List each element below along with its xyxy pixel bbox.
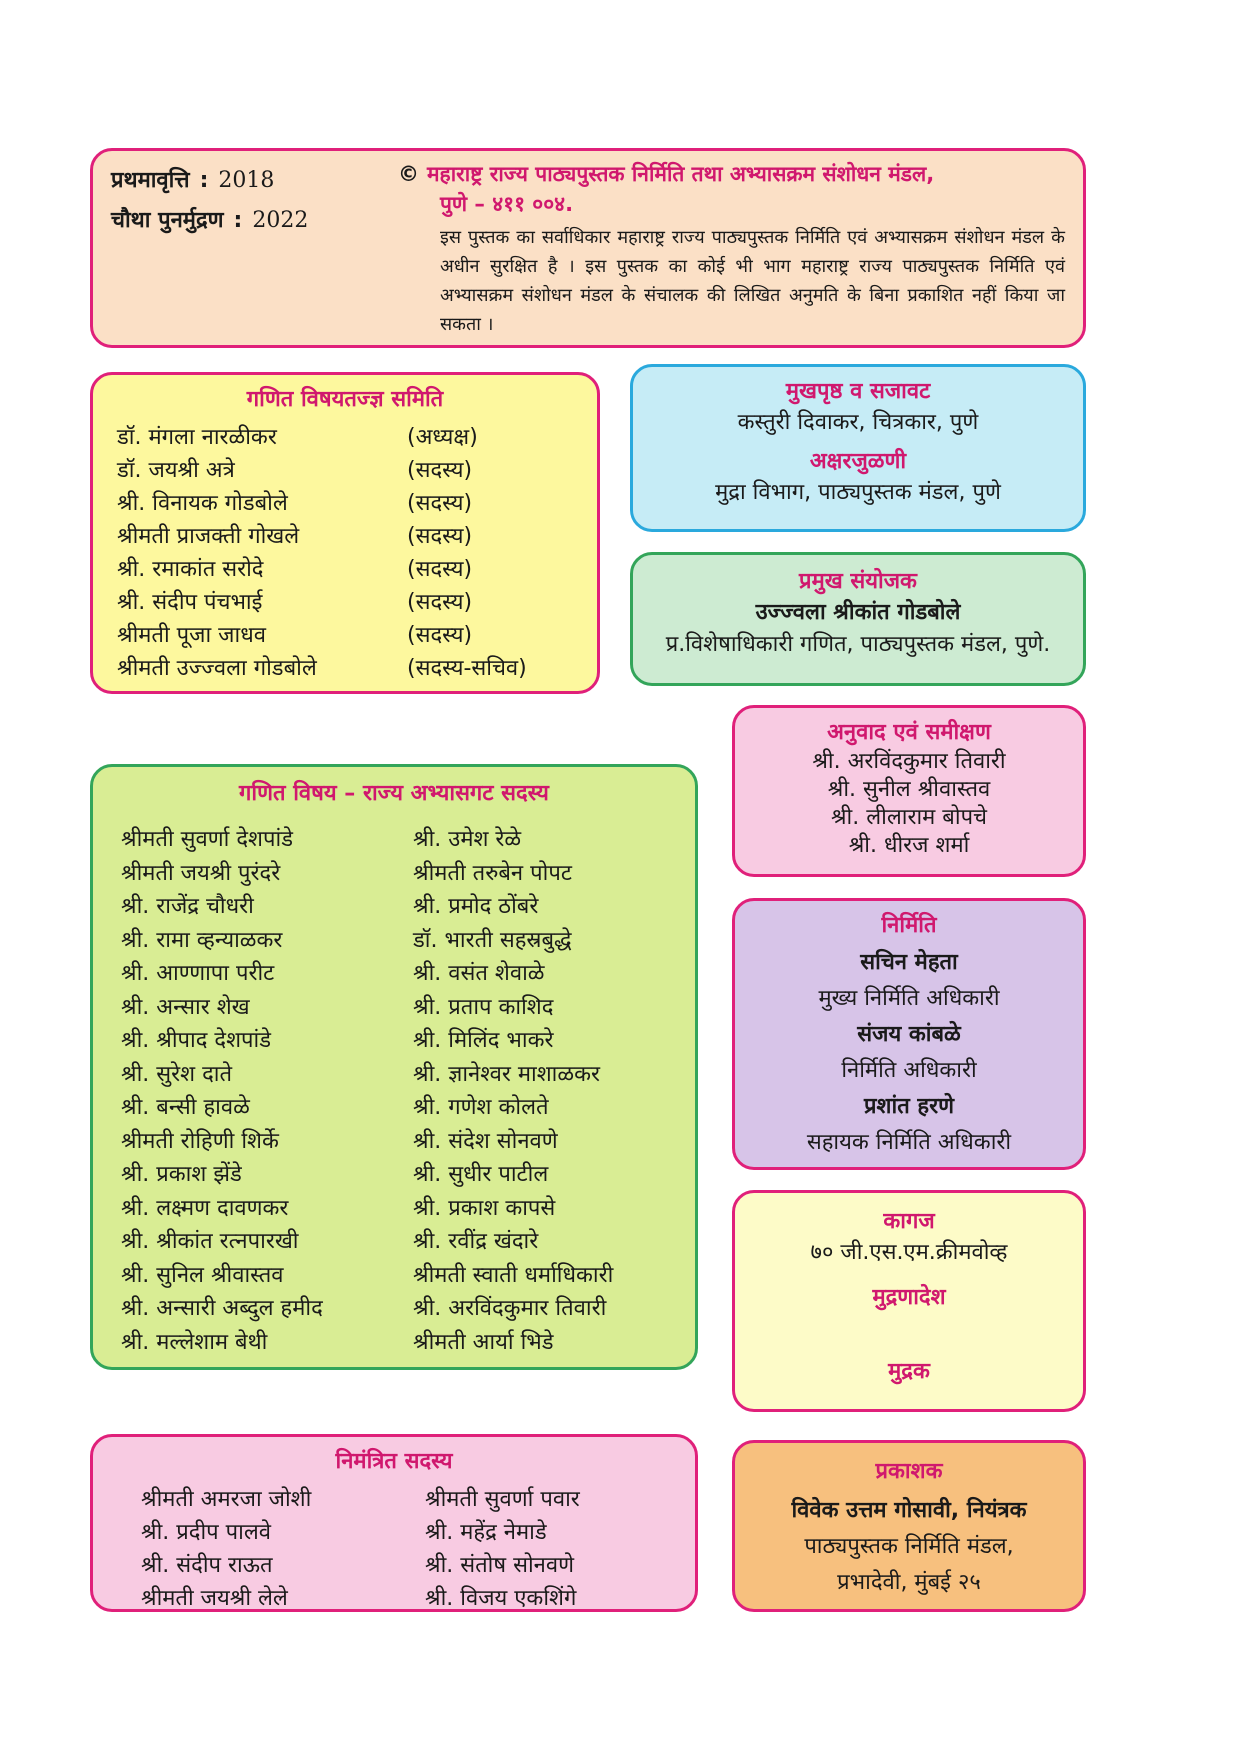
list-item: [121, 1125, 695, 1159]
member-name: श्री. प्रदीप पालवे: [141, 1520, 271, 1545]
list-item: [121, 1259, 695, 1293]
member-name: श्री. वसंत शेवाळे: [413, 961, 545, 986]
member-name: श्री. महेंद्र नेमाडे: [425, 1520, 547, 1545]
print-order-title: मुद्रणादेश: [872, 1285, 946, 1310]
list-item: श्रीमती पूजा जाधव (सदस्य): [117, 623, 473, 648]
paper-box: [732, 1190, 1086, 1412]
list-item: [121, 1326, 695, 1360]
member-name: श्री. मल्लेशाम बेथी: [121, 1329, 268, 1355]
list-item: [121, 924, 695, 958]
member-name: श्री. सुधीर पाटील: [413, 1162, 549, 1187]
copyright-holder: [398, 159, 1065, 219]
member-name: श्री. सुनिल श्रीवास्तव: [121, 1262, 284, 1288]
first-edition: प्रथमावृत्ति : 2018: [111, 161, 391, 201]
edition-info: [111, 161, 391, 241]
list-item: [121, 1058, 695, 1092]
member-name: श्री. सुरेश दाते: [121, 1061, 233, 1087]
coordinator-box: [630, 552, 1086, 686]
member-name: श्री. प्रकाश कापसे: [413, 1195, 556, 1221]
member-name: श्री. लक्ष्मण दावणकर: [121, 1195, 289, 1221]
member-name: श्रीमती रोहिणी शिर्के: [121, 1128, 279, 1154]
list-item: [121, 1091, 695, 1125]
officer-name: सचिन मेहता: [860, 950, 958, 975]
member-name: श्रीमती जयश्री लेले: [141, 1586, 288, 1611]
officer-name: प्रशांत हरणे: [864, 1094, 954, 1119]
publisher-org: पाठ्यपुस्तक निर्मिति मंडल,: [804, 1534, 1014, 1559]
officer-designation: मुख्य निर्मिति अधिकारी: [818, 986, 1000, 1011]
copyright-holder-address: पुणे – ४११ ००४.: [440, 192, 574, 216]
copyright-icon: ©: [398, 162, 419, 186]
coordinator-name: उज्ज्वला श्रीकांत गोडबोले: [755, 600, 961, 625]
member-name: श्री. संदेश सोनवणे: [413, 1128, 558, 1154]
member-name: श्री. रवींद्र खंदारे: [413, 1229, 539, 1254]
list-item: [121, 857, 695, 891]
member-name: श्री. बन्सी हावळे: [121, 1095, 250, 1120]
production-title: निर्मिति: [881, 913, 937, 938]
member-name: श्री. रामा व्हन्याळकर: [121, 927, 283, 953]
publisher-box: [732, 1440, 1086, 1612]
list-item: [121, 1024, 695, 1058]
member-name: श्री. संदीप राऊत: [141, 1553, 273, 1578]
member-name: श्री. श्रीपाद देशपांडे: [121, 1028, 272, 1053]
typeset-title: अक्षरजुळणी: [809, 449, 907, 474]
reprint-edition: चौथा पुनर्मुद्रण : 2022: [111, 201, 391, 241]
invited-title: निमंत्रित सदस्य: [335, 1449, 453, 1474]
study-group-title: गणित विषय – राज्य अभ्यासगट सदस्य: [239, 781, 549, 806]
list-item: [141, 1582, 695, 1615]
list-item: [141, 1483, 695, 1516]
committee-list: [93, 415, 597, 685]
translation-review-box: [732, 705, 1086, 877]
officer-designation: निर्मिति अधिकारी: [841, 1058, 977, 1083]
list-item: श्री. लीलाराम बोपचे: [830, 805, 988, 830]
list-item: श्री. धीरज शर्मा: [848, 833, 970, 858]
publisher-address: प्रभादेवी, मुंबई २५: [837, 1570, 981, 1595]
member-name: श्री. अरविंदकुमार तिवारी: [413, 1296, 607, 1321]
production-box: [732, 898, 1086, 1170]
list-item: श्री. रमाकांत सरोदे (सदस्य): [117, 557, 473, 582]
production-list: [735, 945, 1083, 1161]
list-item: [141, 1516, 695, 1549]
member-name: श्री. विजय एकशिंगे: [425, 1586, 577, 1611]
first-edition-label: प्रथमावृत्ति: [111, 168, 190, 193]
paper-title: कागज: [883, 1209, 935, 1234]
printer-title: मुद्रक: [888, 1359, 930, 1384]
officer-designation: सहायक निर्मिति अधिकारी: [806, 1130, 1012, 1155]
study-group-list: [93, 809, 695, 1359]
member-name: श्रीमती सुवर्णा पवार: [425, 1487, 580, 1512]
member-name: श्रीमती आर्या भिडे: [413, 1329, 554, 1355]
reprint-label: चौथा पुनर्मुद्रण: [111, 208, 224, 233]
member-name: श्री. उमेश रेळे: [413, 827, 522, 852]
member-name: श्री. प्रकाश झेंडे: [121, 1162, 242, 1187]
publisher-name: विवेक उत्तम गोसावी, नियंत्रक: [791, 1498, 1027, 1523]
list-item: डॉ. मंगला नारळीकर (अध्यक्ष): [117, 425, 478, 450]
rights-notice: इस पुस्तक का सर्वाधिकार महाराष्ट्र राज्य पाठ्यपुस्तक निर्मिति एवं अभ्यासक्रम संशोधन मंडल के अधीन सुरक्षित है । इस पुस्तक का कोई भी भाग महाराष्ट्र राज्य पाठ्यपुस्तक निर्मिति एवं अभ्यासक्रम संशोधन मंडल के संचालक की लिखित अनुमति के बिना प्रकाशित नहीं किया जा सकता ।: [440, 227, 1065, 335]
list-item: श्री. सुनील श्रीवास्तव: [827, 777, 991, 802]
list-item: [121, 1158, 695, 1192]
list-item: [121, 957, 695, 991]
member-name: श्री. प्रमोद ठोंबरे: [413, 894, 539, 919]
member-name: श्री. श्रीकांत रत्नपारखी: [121, 1229, 299, 1254]
cover-artist: कस्तुरी दिवाकर, चित्रकार, पुणे: [737, 410, 979, 435]
member-name: श्री. आण्णापा परीट: [121, 961, 275, 986]
list-item: [121, 1292, 695, 1326]
publisher-title: प्रकाशक: [875, 1459, 943, 1484]
member-name: श्री. मिलिंद भाकरे: [413, 1028, 554, 1053]
list-item: श्रीमती प्राजक्ती गोखले (सदस्य): [117, 524, 473, 549]
member-name: श्रीमती स्वाती धर्माधिकारी: [413, 1262, 614, 1288]
invited-list: [93, 1477, 695, 1615]
member-name: श्री. प्रताप काशिद: [413, 994, 554, 1020]
study-group-box: [90, 764, 698, 1370]
paper-spec: ७० जी.एस.एम.क्रीमवोव्ह: [810, 1240, 1008, 1265]
committee-title: गणित विषयतज्ज्ञ समिति: [246, 387, 444, 412]
member-name: डॉ. भारती सहस्रबुद्धे: [413, 927, 572, 953]
translation-title: अनुवाद एवं समीक्षण: [827, 720, 991, 745]
member-name: श्रीमती सुवर्णा देशपांडे: [121, 827, 293, 852]
list-item: [121, 1225, 695, 1259]
expert-committee-box: [90, 372, 600, 694]
typeset-credit: मुद्रा विभाग, पाठ्यपुस्तक मंडल, पुणे: [715, 480, 1001, 505]
member-name: श्री. अन्सार शेख: [121, 994, 250, 1020]
invited-members-box: [90, 1434, 698, 1612]
copyright-notice-block: [398, 159, 1065, 339]
member-name: श्रीमती जयश्री पुरंदरे: [121, 860, 281, 886]
list-item: श्रीमती उज्ज्वला गोडबोले (सदस्य-सचिव): [117, 656, 527, 681]
list-item: [121, 890, 695, 924]
first-edition-year: 2018: [218, 168, 275, 193]
list-item: [121, 991, 695, 1025]
list-item: श्री. विनायक गोडबोले (सदस्य): [117, 491, 473, 516]
member-name: श्री. राजेंद्र चौधरी: [121, 894, 254, 919]
member-name: श्रीमती अमरजा जोशी: [141, 1487, 312, 1512]
coordinator-title: प्रमुख संयोजक: [799, 569, 917, 594]
reprint-year: 2022: [252, 208, 309, 233]
member-name: श्रीमती तरुबेन पोपट: [413, 860, 572, 886]
copyright-holder-name: महाराष्ट्र राज्य पाठ्यपुस्तक निर्मिति तथा अभ्यासक्रम संशोधन मंडल,: [427, 162, 935, 186]
cover-title: मुखपृष्ठ व सजावट: [785, 379, 931, 404]
list-item: श्री. अरविंदकुमार तिवारी: [812, 749, 1006, 774]
officer-name: संजय कांबळे: [857, 1022, 961, 1047]
member-name: श्री. गणेश कोलते: [413, 1095, 549, 1120]
list-item: [141, 1549, 695, 1582]
member-name: श्री. अन्सारी अब्दुल हमीद: [121, 1296, 323, 1321]
coordinator-designation: प्र.विशेषाधिकारी गणित, पाठ्यपुस्तक मंडल, पुणे.: [665, 632, 1051, 657]
member-name: श्री. ज्ञानेश्वर माशाळकर: [413, 1061, 600, 1087]
copyright-box: [90, 148, 1086, 348]
cover-design-box: [630, 364, 1086, 532]
member-name: श्री. संतोष सोनवणे: [425, 1553, 574, 1578]
list-item: [121, 1192, 695, 1226]
list-item: डॉ. जयश्री अत्रे (सदस्य): [117, 458, 473, 483]
list-item: [121, 823, 695, 857]
list-item: श्री. संदीप पंचभाई (सदस्य): [117, 590, 473, 615]
